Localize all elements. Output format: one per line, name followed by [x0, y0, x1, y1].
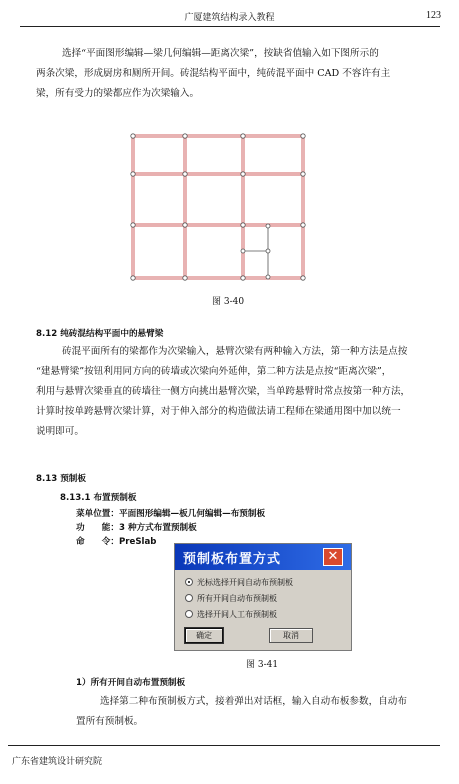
figure-caption-3-41: 图 3-41 — [246, 660, 279, 670]
option-cursor-select-auto[interactable] — [185, 576, 293, 588]
function-line: 功 能：3 种方式布置预制板 — [76, 523, 197, 533]
secondary-beams — [243, 226, 268, 277]
intro-line-1: 选择“平面图形编辑—梁几何编辑—距离次梁”，按缺省值输入如下图所示的 — [62, 48, 379, 59]
section-heading-8-13: 8.13 预制板 — [36, 474, 86, 484]
radio-icon[interactable] — [185, 594, 193, 602]
radio-selected-icon[interactable] — [185, 578, 193, 586]
step-1-line-2: 置所有预制板。 — [76, 716, 144, 727]
option-label: 光标选择开间自动布预制板 — [197, 577, 293, 587]
menu-location-line: 菜单位置：平面图形编辑—板几何编辑—布预制板 — [76, 509, 266, 519]
section-heading-8-12: 8.12 纯砖混结构平面中的悬臂梁 — [36, 329, 164, 339]
section-8-12-line-1: 砖混平面所有的梁都作为次梁输入，悬臂次梁有两种输入方法，第一种方法是点按 — [62, 346, 408, 357]
option-manual[interactable] — [185, 608, 277, 620]
figure-caption-3-40: 图 3-40 — [212, 297, 245, 307]
radio-icon[interactable] — [185, 610, 193, 618]
intro-line-3: 梁，所有受力的梁都应作为次梁输入。 — [36, 88, 200, 99]
precast-slab-dialog — [174, 543, 352, 651]
section-8-12-line-5: 说明即可。 — [36, 426, 84, 437]
header-rule — [20, 26, 440, 27]
step-1-line-1: 选择第二种布预制板方式，接着弹出对话框，输入自动布板参数，自动布 — [100, 696, 407, 707]
running-header-title: 广厦建筑结构录入教程 — [184, 13, 275, 23]
grid-nodes — [131, 134, 305, 280]
close-icon[interactable]: ✕ — [323, 548, 343, 566]
structural-grid-figure — [130, 133, 314, 283]
footer-rule — [8, 745, 440, 746]
grid-beams — [132, 135, 304, 279]
cancel-button[interactable]: 取消 — [269, 628, 313, 643]
step-1-heading: 1）所有开间自动布置预制板 — [76, 678, 186, 688]
command-line: 命 令：PreSlab — [76, 537, 157, 547]
section-8-12-line-3: 利用与悬臂次梁垂直的砖墙往一侧方向挑出悬臂次梁，当单跨悬臂时常点按第一种方法， — [36, 386, 411, 397]
dialog-title-bar — [175, 544, 351, 570]
section-8-12-line-2: “建悬臂梁”按钮利用同方向的砖墙或次梁向外延伸，第二种方法是点按“距离次梁”， — [36, 366, 392, 377]
dialog-title: 预制板布置方式 — [183, 552, 282, 567]
subsection-heading-8-13-1: 8.13.1 布置预制板 — [60, 493, 137, 503]
intro-line-2: 两条次梁，形成厨房和厕所开间。砖混结构平面中，纯砖混平面中 CAD 不容许有主 — [36, 68, 391, 79]
option-label: 选择开间人工布预制板 — [197, 609, 277, 619]
option-label: 所有开间自动布预制板 — [197, 593, 277, 603]
page-number: 123 — [426, 10, 441, 21]
section-8-12-line-4: 计算时按单跨悬臂次梁计算，对于伸入部分的构造做法请工程师在梁通用图中加以统一 — [36, 406, 401, 417]
ok-button[interactable]: 确定 — [185, 628, 223, 643]
footer-publisher: 广东省建筑设计研究院 — [12, 757, 103, 767]
option-all-auto[interactable] — [185, 592, 277, 604]
